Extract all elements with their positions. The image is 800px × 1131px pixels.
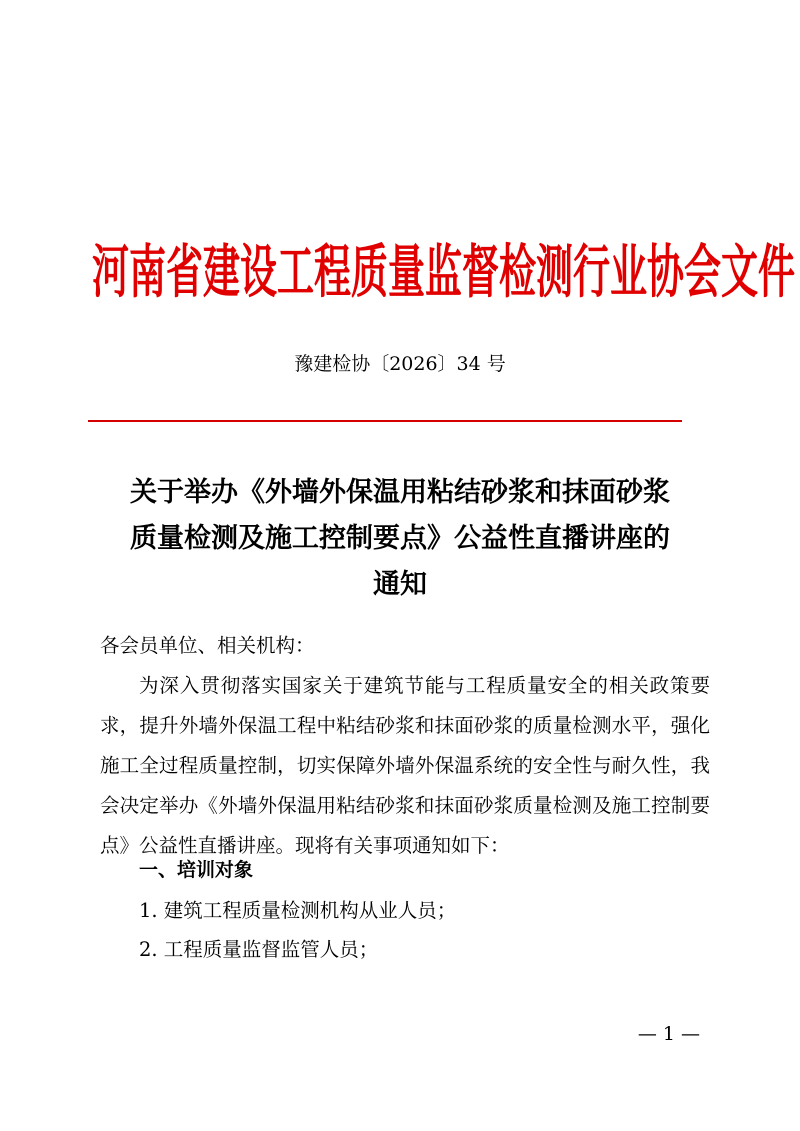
section-heading-training-targets: 一、培训对象	[139, 859, 254, 881]
header-divider	[88, 420, 682, 422]
org-document-header: 河南省建设工程质量监督检测行业协会文件	[92, 238, 795, 306]
intro-paragraph: 为深入贯彻落实国家关于建筑节能与工程质量安全的相关政策要求，提升外墙外保温工程中粘结砂浆和抹面砂浆的质量检测水平，强化施工全过程质量控制，切实保障外墙外保温系统的安全性与耐久性，我会决定举办《外墙外保温用粘结砂浆和抹面砂浆质量检测及施工控制要点》公益性直播讲座。现将有关事项通知如下：	[100, 674, 710, 857]
list-item: 2. 工程质量监督监管人员；	[139, 938, 379, 961]
notice-title-line-3: 通知	[373, 569, 427, 600]
page-number: — 1 —	[637, 1023, 700, 1045]
list-item: 1. 建筑工程质量检测机构从业人员；	[139, 899, 457, 922]
salutation: 各会员单位、相关机构：	[100, 634, 315, 657]
notice-title-line-1: 关于举办《外墙外保温用粘结砂浆和抹面砂浆	[130, 477, 670, 508]
document-number: 豫建检协〔2026〕34 号	[294, 353, 506, 375]
notice-title	[88, 470, 712, 608]
notice-title-line-2: 质量检测及施工控制要点》公益性直播讲座的	[130, 523, 670, 554]
